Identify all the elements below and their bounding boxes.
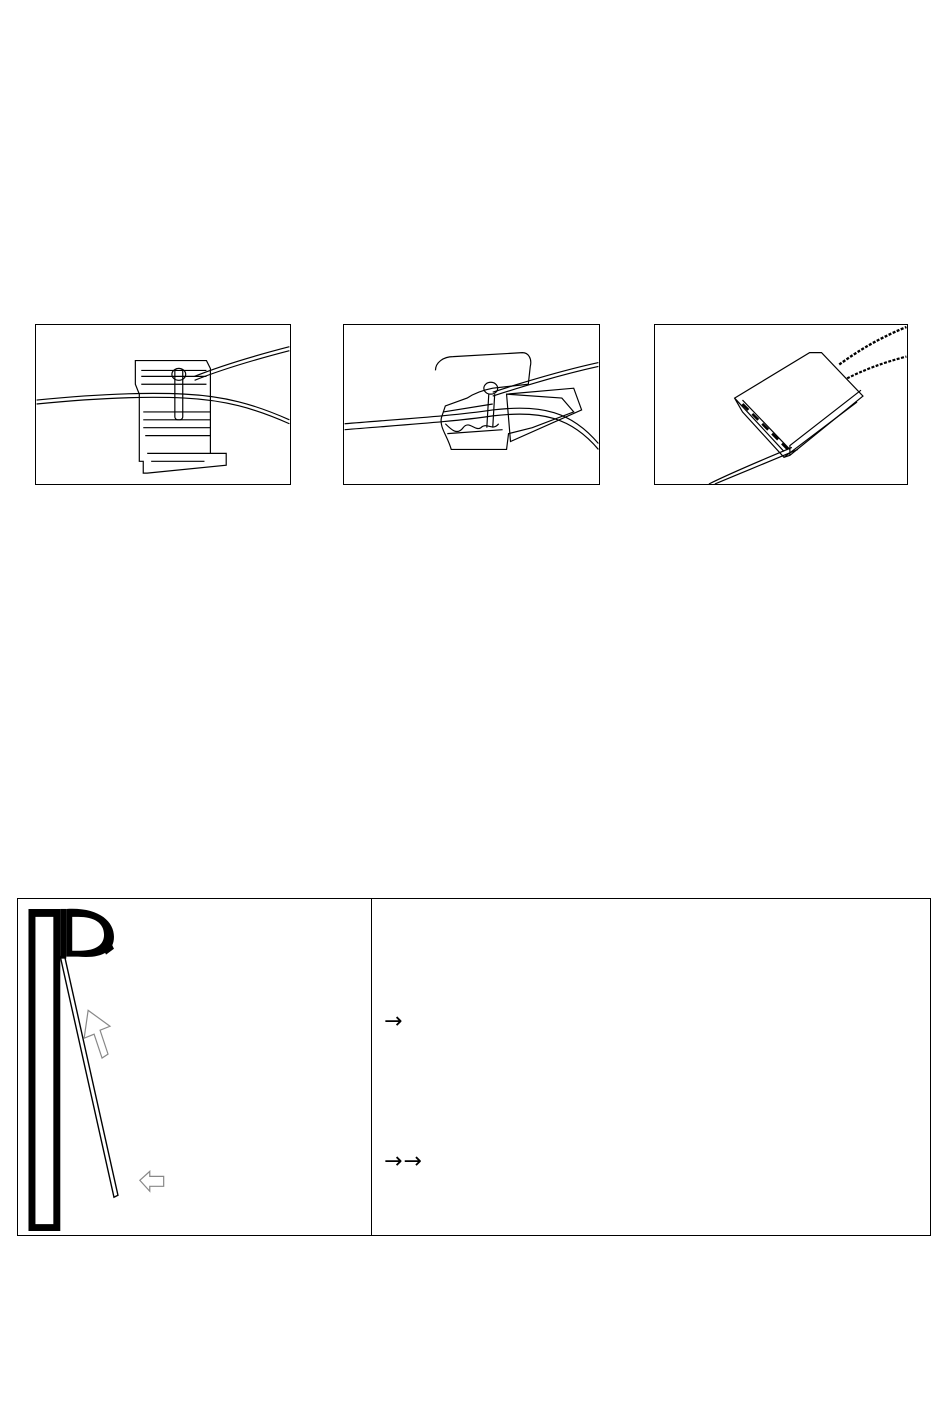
connector-clip-closed-icon [655,325,907,484]
connector-clip-open-icon [36,325,290,484]
connector-clip-closing-icon [344,325,599,484]
rail-insertion-diagram-cell [18,899,372,1235]
instruction-steps-cell [372,899,930,1235]
connector-clip-open-figure [35,324,291,485]
connector-clip-closing-figure [343,324,600,485]
step-arrow-2: →→ [384,1149,423,1174]
connector-clip-closed-figure [654,324,908,485]
instruction-table [17,898,931,1236]
rail-insertion-diagram-icon [18,899,371,1235]
step-arrow-1: → [384,1009,404,1034]
